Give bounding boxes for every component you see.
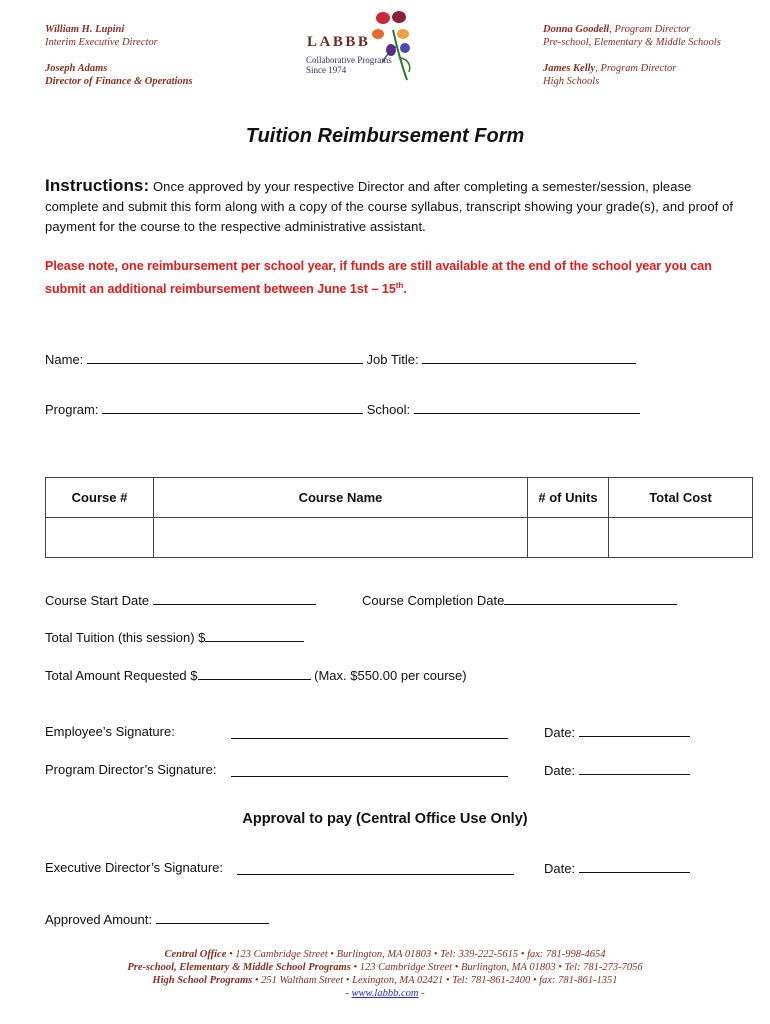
- approved-amount-label: Approved Amount:: [45, 912, 152, 927]
- col-total-cost: Total Cost: [609, 478, 753, 518]
- footer-url-prefix: -: [345, 988, 352, 999]
- instructions-text: Once approved by your respective Director and after completing a semester/session, please complete and submit this form along with a copy of the course syllabus, transcript showing your grade(s), and proof of payment for the course to the respective administrative assistant.: [45, 179, 734, 234]
- program-director-signature-field[interactable]: [231, 764, 508, 777]
- course-start-field[interactable]: [153, 592, 316, 605]
- school-field[interactable]: [414, 401, 640, 414]
- total-requested-row: [45, 667, 467, 683]
- footer-preschool: [0, 961, 770, 974]
- footer-url-suffix: -: [418, 988, 425, 999]
- total-tuition-label: Total Tuition (this session) $: [45, 630, 206, 645]
- total-cost-cell[interactable]: [609, 518, 753, 558]
- executive-director-date-field[interactable]: [579, 860, 690, 873]
- program-director-2-name: James Kelly: [543, 63, 596, 74]
- approved-amount-field[interactable]: [156, 911, 269, 924]
- footer: [0, 948, 770, 1000]
- executive-director-date-label: Date:: [544, 861, 576, 876]
- total-tuition-row: [45, 629, 304, 645]
- employee-signature-label: Employee’s Signature:: [45, 724, 175, 739]
- executive-director-signature-field[interactable]: [237, 862, 514, 875]
- labbb-logo: [305, 8, 425, 88]
- exec-director-name: William H. Lupini: [45, 24, 125, 35]
- executive-director-signature-label: Executive Director’s Signature:: [45, 860, 223, 875]
- employee-date-row: [544, 724, 690, 740]
- col-course-name: Course Name: [154, 478, 528, 518]
- program-director-1-role: Pre-school, Elementary & Middle Schools: [543, 37, 721, 48]
- logo-subtitle: Collaborative Programs: [306, 55, 392, 65]
- footer-line3: • 251 Waltham Street • Lexington, MA 02421 • Tel: 781-861-2400 • fax: 781-861-1351: [252, 975, 618, 986]
- course-name-cell[interactable]: [154, 518, 528, 558]
- footer-line2-bold: Pre-school, Elementary & Middle School Programs: [127, 962, 351, 973]
- form-title: Tuition Reimbursement Form: [245, 125, 525, 147]
- instructions-label: Instructions:: [45, 176, 150, 195]
- program-director-date-field[interactable]: [579, 762, 690, 775]
- program-director-date-label: Date:: [544, 763, 576, 778]
- approval-heading: Approval to pay (Central Office Use Only): [242, 811, 528, 827]
- col-course-number: Course #: [46, 478, 154, 518]
- program-row: [45, 401, 640, 417]
- units-cell[interactable]: [528, 518, 609, 558]
- total-requested-field[interactable]: [198, 667, 311, 680]
- approved-amount-row: [45, 911, 269, 927]
- note-sup: th: [395, 281, 404, 290]
- job-title-field[interactable]: [422, 351, 636, 364]
- program-director-1-title: , Program Director: [609, 24, 691, 35]
- course-completion-label: Course Completion Date: [362, 593, 505, 608]
- employee-date-label: Date:: [544, 725, 576, 740]
- footer-line1-bold: Central Office: [164, 949, 227, 960]
- employee-signature-field[interactable]: [231, 726, 508, 739]
- program-director-signature-label: Program Director’s Signature:: [45, 762, 217, 777]
- program-director-1-name: Donna Goodell: [543, 24, 610, 35]
- footer-line1: • 123 Cambridge Street • Burlington, MA 01803 • Tel: 339-222-5615 • fax: 781-998-4654: [226, 949, 606, 960]
- footer-line2: • 123 Cambridge Street • Burlington, MA 01803 • Tel: 781-273-7056: [350, 962, 643, 973]
- footer-central-office: [0, 948, 770, 961]
- col-units: # of Units: [528, 478, 609, 518]
- total-tuition-field[interactable]: [205, 629, 304, 642]
- course-start-row: [45, 592, 316, 608]
- job-title-label: Job Title:: [366, 352, 419, 367]
- instructions: [45, 176, 735, 237]
- program-director-date-row: [544, 762, 690, 778]
- footer-line3-bold: High School Programs: [152, 975, 253, 986]
- course-completion-row: [362, 592, 677, 608]
- table-header-row: [46, 478, 753, 518]
- header-left: [45, 23, 193, 88]
- course-table: [45, 477, 753, 558]
- table-row: [46, 518, 753, 558]
- course-number-cell[interactable]: [46, 518, 154, 558]
- name-field[interactable]: [87, 351, 363, 364]
- footer-url-row: [0, 987, 770, 1000]
- exec-director-role: Interim Executive Director: [45, 37, 158, 48]
- note-end: .: [403, 282, 407, 297]
- employee-date-field[interactable]: [579, 724, 690, 737]
- program-label: Program:: [45, 402, 99, 417]
- finance-director-name: Joseph Adams: [45, 63, 108, 74]
- executive-director-date-row: [544, 860, 690, 876]
- total-requested-label: Total Amount Requested $: [45, 668, 198, 683]
- logo-since: Since 1974: [306, 65, 347, 75]
- course-start-label: Course Start Date: [45, 593, 150, 608]
- logo-wordmark: LABBB: [307, 34, 371, 50]
- header-right: [543, 23, 721, 88]
- note-text: Please note, one reimbursement per school year, if funds are still available at the end of the school year you can submit an additional reimbursement between June 1st – 15: [45, 259, 712, 297]
- program-director-2-role: High Schools: [543, 76, 600, 87]
- finance-director-role: Director of Finance & Operations: [45, 76, 193, 87]
- school-label: School:: [366, 402, 411, 417]
- reimbursement-note: [45, 256, 735, 299]
- name-label: Name:: [45, 352, 84, 367]
- program-director-2-title: , Program Director: [595, 63, 677, 74]
- max-note: (Max. $550.00 per course): [314, 668, 467, 683]
- program-field[interactable]: [102, 401, 363, 414]
- website-link[interactable]: www.labbb.com: [351, 988, 419, 999]
- footer-high-school: [0, 974, 770, 987]
- name-row: [45, 351, 636, 367]
- course-completion-field[interactable]: [504, 592, 677, 605]
